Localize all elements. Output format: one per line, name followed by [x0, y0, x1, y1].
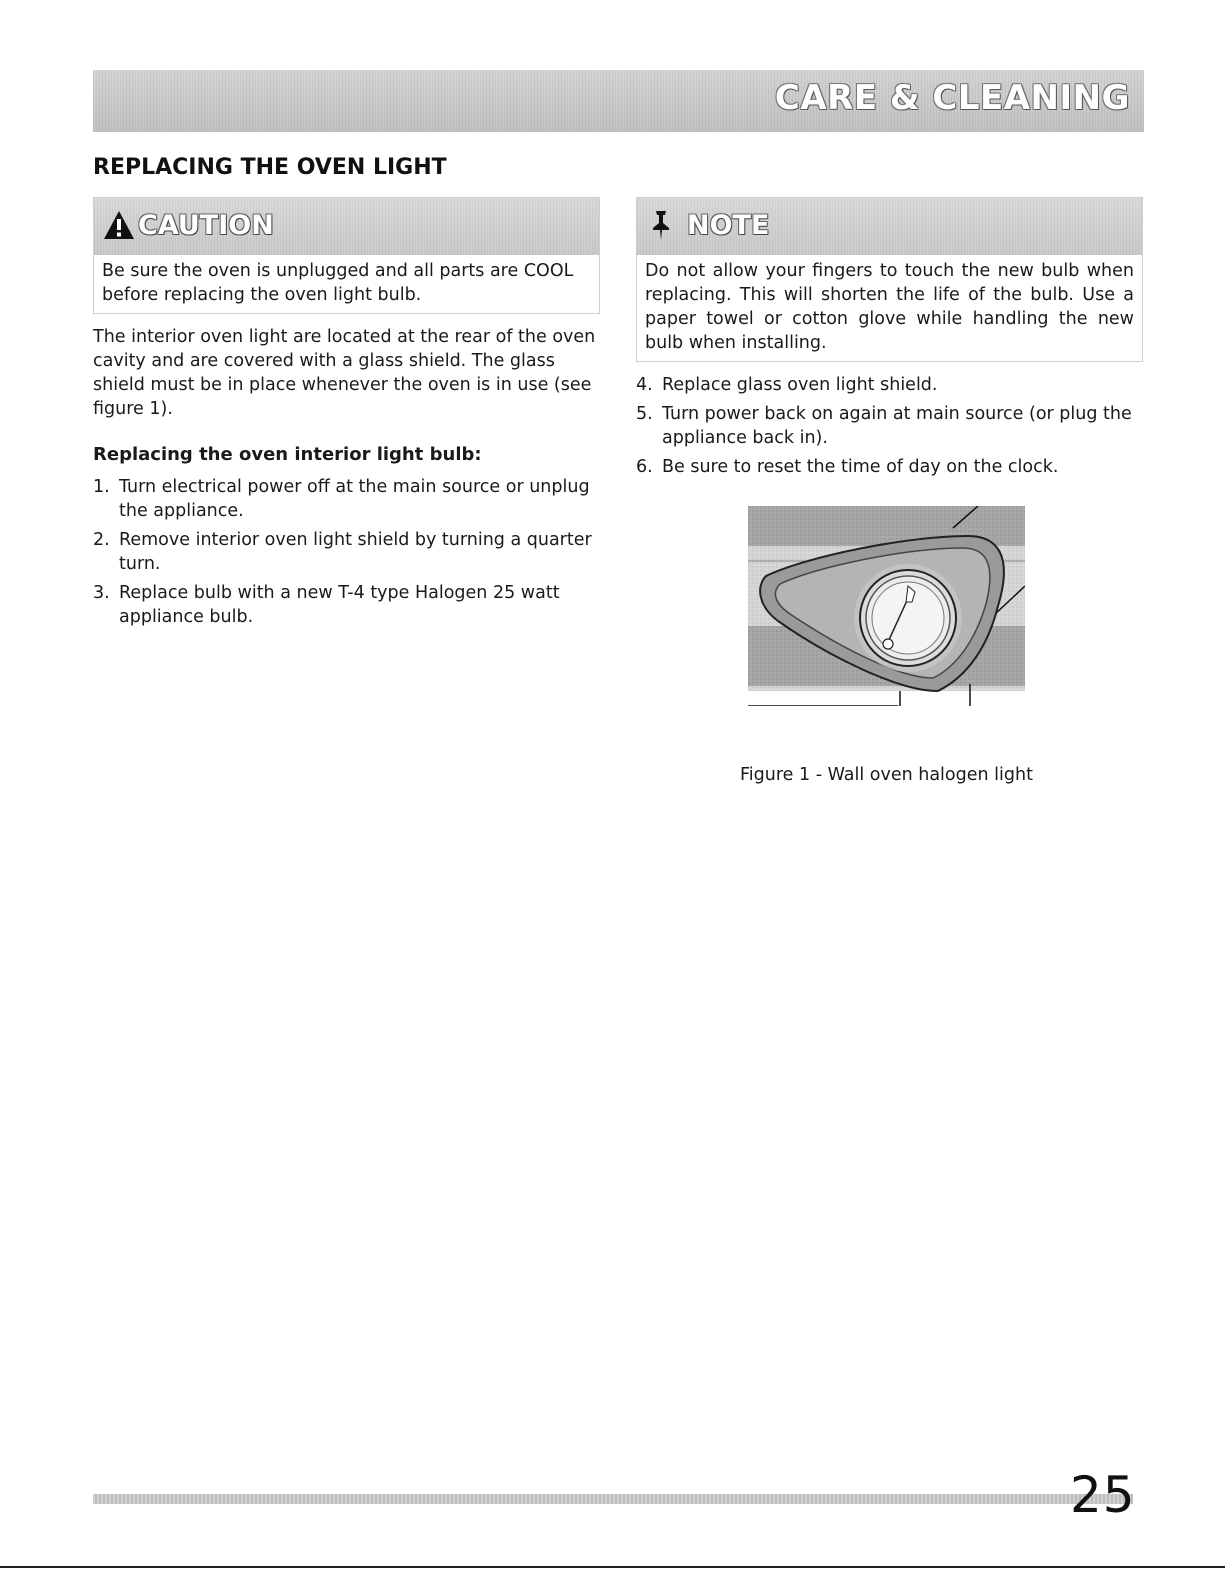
note-header: [637, 198, 1142, 255]
step-text: Turn power back on again at main source (or plug the appliance back in).: [662, 404, 1132, 448]
note-label: NOTE: [687, 210, 770, 241]
right-steps-list: [636, 373, 1146, 484]
caution-text: Be sure the oven is unplugged and all parts are COOL before replacing the oven light bulb.: [102, 261, 574, 305]
step-number: 6.: [636, 457, 653, 477]
list-item: [636, 373, 1146, 397]
note-box: [636, 197, 1143, 362]
list-item: [636, 402, 1146, 450]
step-text: Remove interior oven light shield by turning a quarter turn.: [119, 530, 592, 574]
steps-subheading: Replacing the oven interior light bulb:: [93, 444, 482, 465]
step-text: Replace bulb with a new T-4 type Halogen 25 watt appliance bulb.: [119, 583, 560, 627]
list-item: [93, 475, 598, 523]
header-title: CARE & CLEANING: [774, 78, 1130, 118]
warning-triangle-icon: [103, 210, 135, 244]
list-item: [93, 528, 598, 576]
step-number: 5.: [636, 404, 653, 424]
step-number: 3.: [93, 583, 110, 603]
step-text: Turn electrical power off at the main source or unplug the appliance.: [119, 477, 590, 521]
note-text: Do not allow your fingers to touch the new bulb when replacing. This will shorten the life of the bulb. Use a paper towel or cotton glove while handling the new bulb when installing.: [645, 261, 1134, 353]
list-item: [93, 581, 598, 629]
section-title: REPLACING THE OVEN LIGHT: [93, 155, 447, 180]
footer-band: [93, 1494, 1133, 1504]
bottom-rule: [0, 1566, 1225, 1568]
step-text: Be sure to reset the time of day on the clock.: [662, 457, 1059, 477]
figure-caption: Figure 1 - Wall oven halogen light: [740, 765, 1033, 785]
left-steps-list: [93, 475, 598, 634]
pushpin-icon: [651, 209, 675, 245]
header-band: [93, 70, 1144, 132]
oven-light-figure: [748, 506, 1025, 706]
caution-box: [93, 197, 600, 314]
caution-header: [94, 198, 599, 255]
page-number: 25: [1070, 1466, 1136, 1524]
body-paragraph: The interior oven light are located at the rear of the oven cavity and are covered with a glass shield. The glass shield must be in place whenever the oven is in use (see figure 1).: [93, 327, 596, 419]
step-number: 1.: [93, 477, 110, 497]
caution-label: CAUTION: [138, 210, 274, 241]
step-number: 2.: [93, 530, 110, 550]
step-number: 4.: [636, 375, 653, 395]
list-item: [636, 455, 1146, 479]
step-text: Replace glass oven light shield.: [662, 375, 938, 395]
